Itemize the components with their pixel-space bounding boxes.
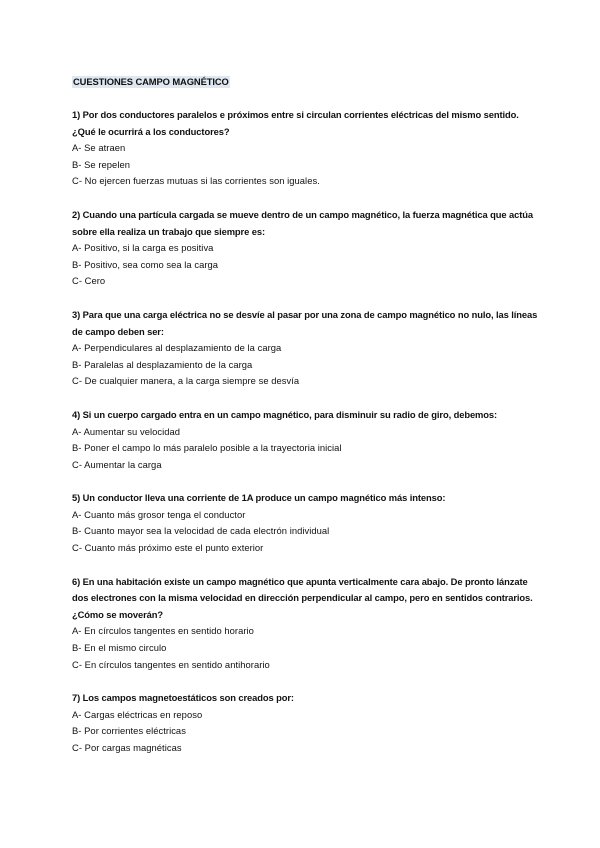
option-b: B- Positivo, sea como sea la carga [72, 258, 219, 270]
document-title: CUESTIONES CAMPO MAGNÉTICO [73, 76, 229, 87]
document-page [72, 72, 542, 757]
question-4 [72, 407, 542, 473]
question-text: 2) Cuando una partícula cargada se mueve dentro de un campo magnético, la fuerza magnética que actúa sobre ella realiza un trabajo que siempre es: [72, 208, 533, 237]
option-a: A- Se atraen [72, 142, 126, 154]
option-c: C- No ejercen fuerzas mutuas si las corrientes son iguales. [72, 175, 320, 187]
question-2 [72, 207, 542, 290]
question-text: 4) Si un cuerpo cargado entra en un campo magnético, para disminuir su radio de giro, debemos: [72, 408, 498, 420]
question-5 [72, 490, 542, 556]
question-7 [72, 690, 542, 756]
option-a: A- En círculos tangentes en sentido horario [72, 625, 254, 637]
option-c: C- Aumentar la carga [72, 458, 162, 470]
option-a: A- Cargas eléctricas en reposo [72, 708, 203, 720]
question-6 [72, 574, 542, 674]
question-3 [72, 307, 542, 390]
option-a: A- Positivo, si la carga es positiva [72, 242, 214, 254]
option-c: C- Por cargas magnéticas [72, 742, 182, 753]
question-text: 5) Un conductor lleva una corriente de 1A produce un campo magnético más intenso: [72, 492, 446, 504]
question-text: 6) En una habitación existe un campo magnético que apunta verticalmente cara abajo. De pronto lánzate dos electrones con la misma velocidad en dirección perpendicular al campo, pero en sentidos contrarios. ¿Cómo se moverán? [72, 575, 533, 620]
option-c: C- Cero [72, 275, 106, 287]
option-b: B- Por corrientes eléctricas [72, 725, 186, 737]
option-a: A- Aumentar su velocidad [72, 425, 181, 437]
option-b: B- Paralelas al desplazamiento de la carga [72, 358, 253, 370]
option-b: B- Se repelen [72, 158, 130, 170]
option-a: A- Perpendiculares al desplazamiento de la carga [72, 342, 282, 354]
question-text: 7) Los campos magnetoestáticos son creados por: [72, 692, 294, 704]
question-1 [72, 107, 542, 190]
question-text: 3) Para que una carga eléctrica no se desvíe al pasar por una zona de campo magnético no nulo, las líneas de campo deben ser: [72, 308, 538, 337]
option-c: C- Cuanto más próximo este el punto exterior [72, 542, 264, 554]
option-c: C- En círculos tangentes en sentido antihorario [72, 658, 270, 670]
option-b: B- Cuanto mayor sea la velocidad de cada electrón individual [72, 525, 330, 537]
option-b: B- En el mismo circulo [72, 642, 167, 654]
option-b: B- Poner el campo lo más paralelo posible a la trayectoria inicial [72, 442, 342, 454]
option-a: A- Cuanto más grosor tenga el conductor [72, 508, 246, 520]
question-text: 1) Por dos conductores paralelos e próximos entre si circulan corrientes eléctricas del mismo sentido. ¿Qué le ocurrirá a los conductores? [72, 109, 519, 137]
option-c: C- De cualquier manera, a la carga siempre se desvía [72, 375, 300, 387]
